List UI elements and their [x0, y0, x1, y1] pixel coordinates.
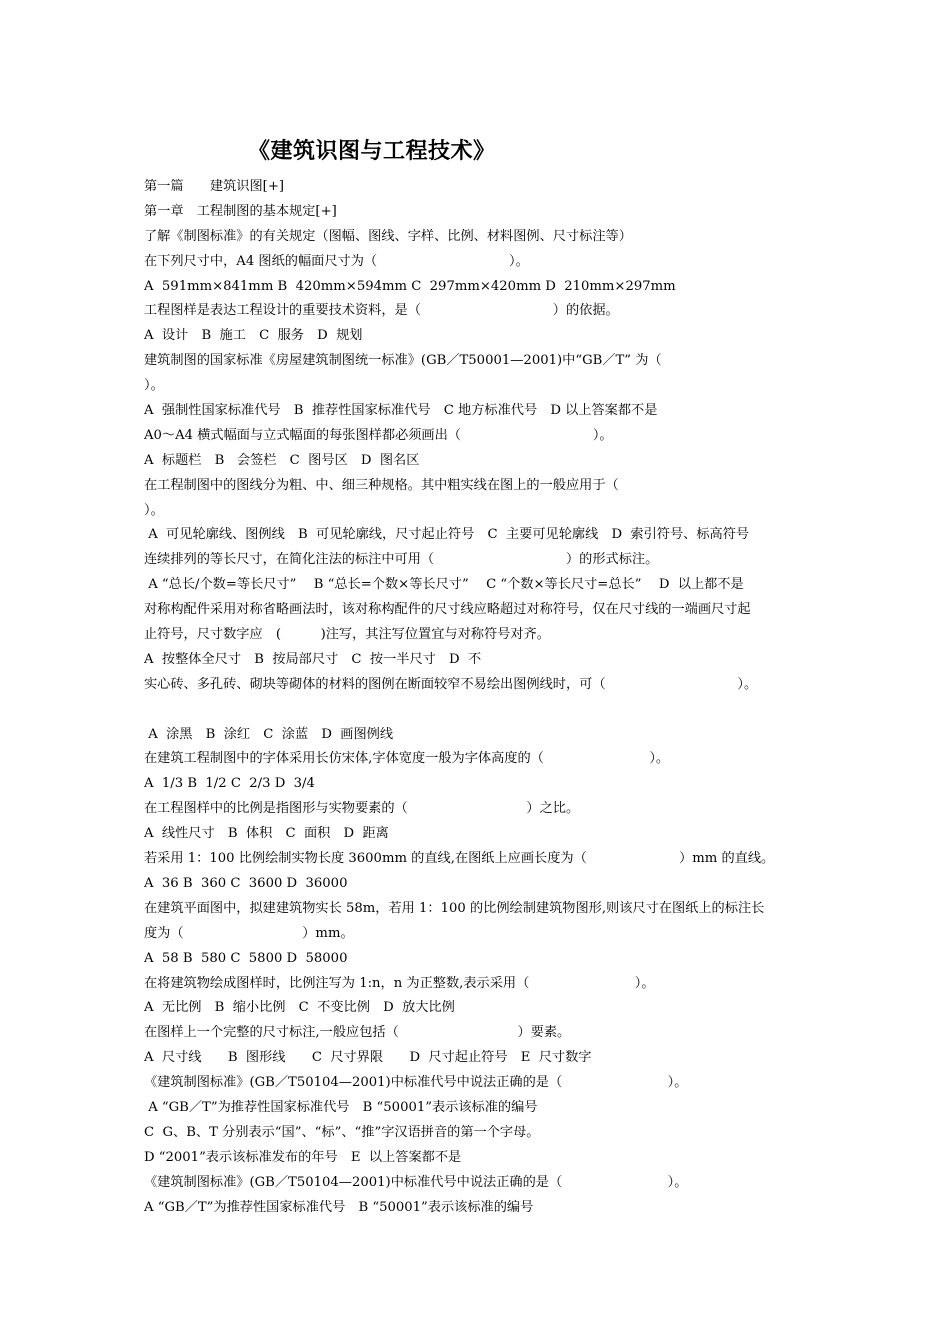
- text-line: A 线性尺寸 B 体积 C 面积 D 距离: [144, 826, 389, 842]
- text-line: A 尺寸线 B 图形线 C 尺寸界限 D 尺寸起止符号 E 尺寸数字: [144, 1050, 592, 1066]
- text-line: 在工程图样中的比例是指图形与实物要素的（ ）之比。: [144, 801, 580, 817]
- text-line: 《建筑制图标准》(GB／T50104—2001)中标准代号中说法正确的是（ ）。: [144, 1075, 688, 1091]
- text-line: 连续排列的等长尺寸，在简化注法的标注中可用（ ）的形式标注。: [144, 552, 659, 568]
- text-line: 建筑制图的国家标准《房屋建筑制图统一标准》(GB／T50001—2001)中“GB／T” 为（: [144, 353, 662, 369]
- text-line: A 591mm×841mm B 420mm×594mm C 297mm×420mm D 210mm×297mm: [144, 278, 676, 294]
- text-line: 第一篇 建筑识图[+]: [144, 179, 285, 194]
- text-line: A “总长/个数=等长尺寸” B “总长=个数×等长尺寸” C “个数×等长尺寸=总长” D 以上都不是: [144, 577, 744, 593]
- text-line: 《建筑制图标准》(GB／T50104—2001)中标准代号中说法正确的是（ ）。: [144, 1174, 688, 1190]
- text-line: A 58 B 580 C 5800 D 58000: [144, 950, 348, 966]
- text-line: [144, 698, 810, 723]
- text-line: 对称构配件采用对称省略画法时，该对称构配件的尺寸线应略超过对称符号，仅在尺寸线的一端画尺寸起: [144, 602, 751, 618]
- text-line: A 设计 B 施工 C 服务 D 规划: [144, 328, 363, 344]
- text-line: 在工程制图中的图线分为粗、中、细三种规格。其中粗实线在图上的一般应用于（: [144, 477, 619, 493]
- text-line: C G、B、T 分别表示“国”、“标”、“推”字汉语拼音的第一个字母。: [144, 1124, 540, 1140]
- text-line: A 1/3 B 1/2 C 2/3 D 3/4: [144, 776, 315, 792]
- text-line: 在图样上一个完整的尺寸标注,一般应包括（ ）要素。: [144, 1025, 571, 1041]
- text-line: A 涂黑 B 涂红 C 涂蓝 D 画图例线: [144, 726, 394, 742]
- text-line: D “2001”表示该标准发布的年号 E 以上答案都不是: [144, 1149, 462, 1165]
- text-line: 工程图样是表达工程设计的重要技术资料，是（ ）的依据。: [144, 303, 619, 319]
- text-line: A 可见轮廓线、图例线 B 可见轮廓线，尺寸起止符号 C 主要可见轮廓线 D 索引符号、标高符号: [144, 527, 750, 543]
- text-line: ）。: [144, 502, 164, 518]
- text-line: 在建筑工程制图中的字体采用长仿宋体,字体宽度一般为字体高度的（ ）。: [144, 751, 670, 767]
- text-line: A 标题栏 B 会签栏 C 图号区 D 图名区: [144, 452, 420, 468]
- text-line: 在建筑平面图中，拟建建筑物实长 58m，若用 1：100 的比例绘制建筑物图形,则该尺寸在图纸上的标注长: [144, 900, 765, 916]
- text-line: 止符号，尺寸数字应 ( )注写，其注写位置宜与对称符号对齐。: [144, 627, 550, 643]
- text-line: A 按整体全尺寸 B 按局部尺寸 C 按一半尺寸 D 不: [144, 651, 482, 667]
- text-line: 在将建筑物绘成图样时，比例注写为 1:n，n 为正整数,表示采用（ ）。: [144, 975, 655, 991]
- text-line: A 36 B 360 C 3600 D 36000: [144, 875, 348, 891]
- text-line: 了解《制图标准》的有关规定（图幅、图线、字样、比例、材料图例、尺寸标注等）: [144, 228, 632, 244]
- text-line: 实心砖、多孔砖、砌块等砌体的材料的图例在断面较窄不易绘出图例线时，可（ ）。: [144, 676, 758, 692]
- text-line: A 强制性国家标准代号 B 推荐性国家标准代号 C 地方标准代号 D 以上答案都不是: [144, 403, 658, 419]
- document-title: 《建筑识图与工程技术》: [248, 138, 496, 164]
- text-line: 第一章 工程制图的基本规定[+]: [144, 203, 337, 219]
- text-line: 若采用 1：100 比例绘制实物长度 3600mm 的直线,在图纸上应画长度为（ ）mm 的直线。: [144, 851, 775, 867]
- text-line: A “GB／T”为推荐性国家标准代号 B “50001”表示该标准的编号: [144, 1199, 534, 1215]
- text-line: A “GB／T”为推荐性国家标准代号 B “50001”表示该标准的编号: [144, 1099, 538, 1115]
- text-line: ）。: [144, 378, 164, 394]
- text-line: A 无比例 B 缩小比例 C 不变比例 D 放大比例: [144, 1000, 455, 1016]
- text-line: 度为（ ）mm。: [144, 925, 354, 941]
- text-line: A0～A4 横式幅面与立式幅面的每张图样都必须画出（ ）。: [144, 427, 613, 443]
- document-body: [144, 175, 810, 1220]
- text-line: 在下列尺寸中，A4 图纸的幅面尺寸为（ ）。: [144, 253, 529, 269]
